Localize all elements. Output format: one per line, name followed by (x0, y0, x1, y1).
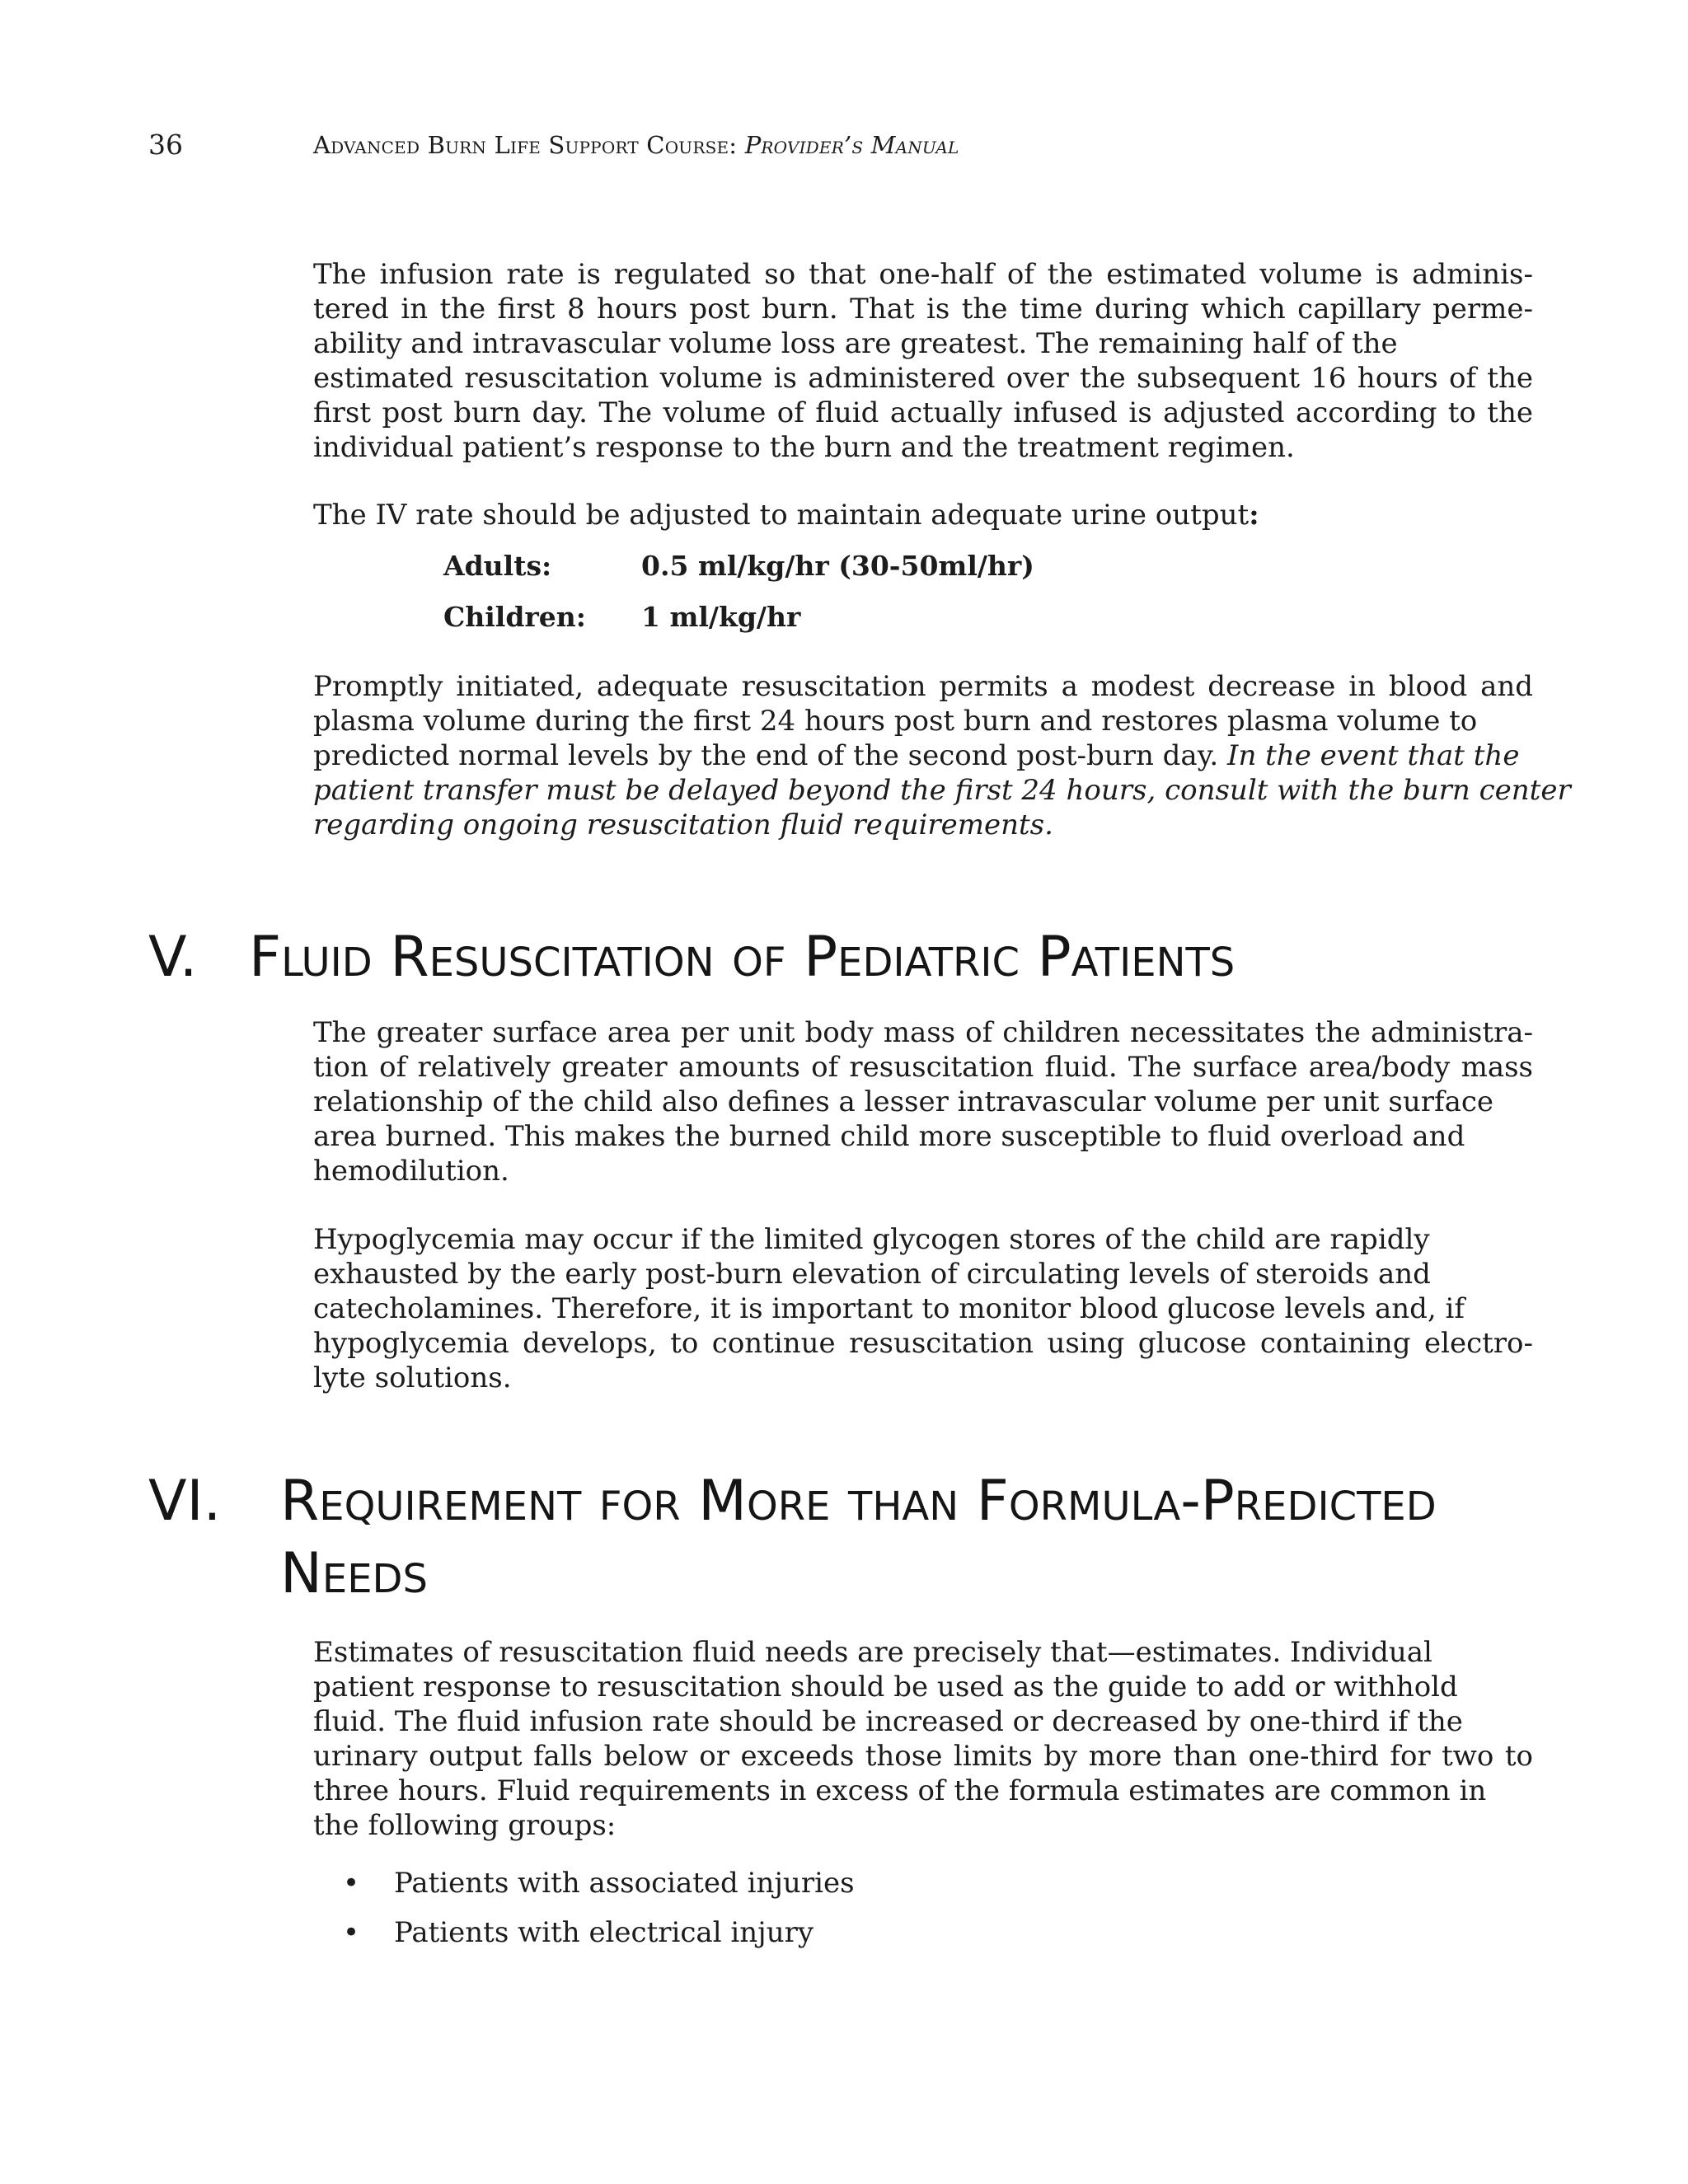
paragraph-line-italic: regarding ongoing resuscitation fluid requirements. (313, 808, 1053, 841)
paragraph-line: three hours. Fluid requirements in excess of the formula estimates are common in (313, 1774, 1487, 1807)
paragraph-line: estimated resuscitation volume is administered over the subsequent 16 hours of the (313, 362, 1533, 395)
section-v-heading (148, 923, 1235, 992)
paragraph-line: plasma volume during the first 24 hours post burn and restores plasma volume to (313, 705, 1478, 738)
paragraph-line (313, 738, 1533, 773)
section-v-paragraph-2 (313, 1222, 1533, 1395)
promptly-line3-italic: In the event that the (1227, 739, 1520, 772)
urine-output-children (443, 600, 800, 635)
paragraph-line: individual patient’s response to the burn and the treatment regimen. (313, 431, 1295, 464)
paragraph-line: The greater surface area per unit body mass of children necessitates the administra- (313, 1016, 1533, 1049)
section-vi-numeral: VI. (148, 1469, 222, 1534)
adults-label: Adults: (443, 550, 552, 582)
paragraph-line: patient response to resuscitation should be used as the guide to add or withhold (313, 1671, 1458, 1704)
iv-rate-text: The IV rate should be adjusted to maintain adequate urine output (313, 499, 1250, 532)
paragraph-line: lyte solutions. (313, 1361, 512, 1394)
running-head-italic: Provider’s Manual (744, 131, 959, 159)
children-label: Children: (443, 601, 586, 633)
section-vi-heading-line2: Needs (280, 1541, 428, 1606)
bullet-text: Patients with associated injuries (394, 1867, 855, 1900)
paragraph-line: fluid. The fluid infusion rate should be increased or decreased by one-third if the (313, 1705, 1463, 1738)
paragraph-line: tered in the first 8 hours post burn. That is the time during which capillary perme- (313, 293, 1533, 326)
section-v-numeral: V. (148, 925, 198, 990)
running-head-main: Advanced Burn Life Support Course: (313, 131, 745, 159)
paragraph-infusion-rate (313, 257, 1533, 465)
paragraph-line: hypoglycemia develops, to continue resuscitation using glucose containing electro- (313, 1327, 1533, 1360)
paragraph-line (313, 498, 1533, 532)
paragraph-iv-rate (313, 498, 1533, 532)
running-head (313, 129, 959, 162)
list-item (343, 1866, 855, 1900)
section-vi-title-line1: Requirement for More than Formula-Predicted (280, 1469, 1437, 1534)
paragraph-line: Estimates of resuscitation fluid needs are precisely that—estimates. Individual (313, 1636, 1432, 1669)
paragraph-line: tion of relatively greater amounts of resuscitation fluid. The surface area/body mass (313, 1051, 1533, 1084)
iv-rate-colon: : (1249, 499, 1259, 532)
paragraph-line: urinary output falls below or exceeds those limits by more than one-third for two to (313, 1740, 1533, 1773)
paragraph-line: ability and intravascular volume loss are greatest. The remaining half of the (313, 327, 1398, 360)
paragraph-line-italic: patient transfer must be delayed beyond the first 24 hours, consult with the burn center (313, 774, 1571, 807)
section-v-paragraph-1 (313, 1015, 1533, 1188)
bullet-text: Patients with electrical injury (394, 1916, 814, 1949)
paragraph-line: Promptly initiated, adequate resuscitation permits a modest decrease in blood and (313, 670, 1533, 703)
promptly-line3-normal: predicted normal levels by the end of the second post-burn day. (313, 739, 1228, 772)
urine-output-adults (443, 549, 1034, 583)
paragraph-line: The infusion rate is regulated so that one-half of the estimated volume is adminis- (313, 258, 1533, 291)
paragraph-line: the following groups: (313, 1809, 617, 1842)
bullet-icon: • (343, 1867, 360, 1900)
bullet-icon: • (343, 1916, 360, 1949)
paragraph-line: Hypoglycemia may occur if the limited glycogen stores of the child are rapidly (313, 1223, 1430, 1256)
paragraph-line: catecholamines. Therefore, it is important to monitor blood glucose levels and, if (313, 1292, 1465, 1325)
page-number: 36 (148, 129, 183, 161)
children-value: 1 ml/kg/hr (641, 601, 801, 633)
section-vi-heading (148, 1467, 1437, 1536)
paragraph-line: area burned. This makes the burned child more susceptible to fluid overload and (313, 1120, 1465, 1153)
paragraph-line: hemodilution. (313, 1155, 509, 1188)
section-v-title: Fluid Resuscitation of Pediatric Patients (249, 925, 1236, 990)
adults-value: 0.5 ml/kg/hr (30-50ml/hr) (641, 550, 1034, 582)
paragraph-line: relationship of the child also defines a lesser intravascular volume per unit surface (313, 1085, 1494, 1118)
paragraph-line: exhausted by the early post-burn elevation of circulating levels of steroids and (313, 1258, 1431, 1291)
paragraph-line: first post burn day. The volume of fluid actually infused is adjusted according to the (313, 396, 1533, 429)
section-vi-paragraph (313, 1635, 1533, 1843)
list-item (343, 1915, 814, 1950)
paragraph-promptly-initiated (313, 669, 1571, 842)
